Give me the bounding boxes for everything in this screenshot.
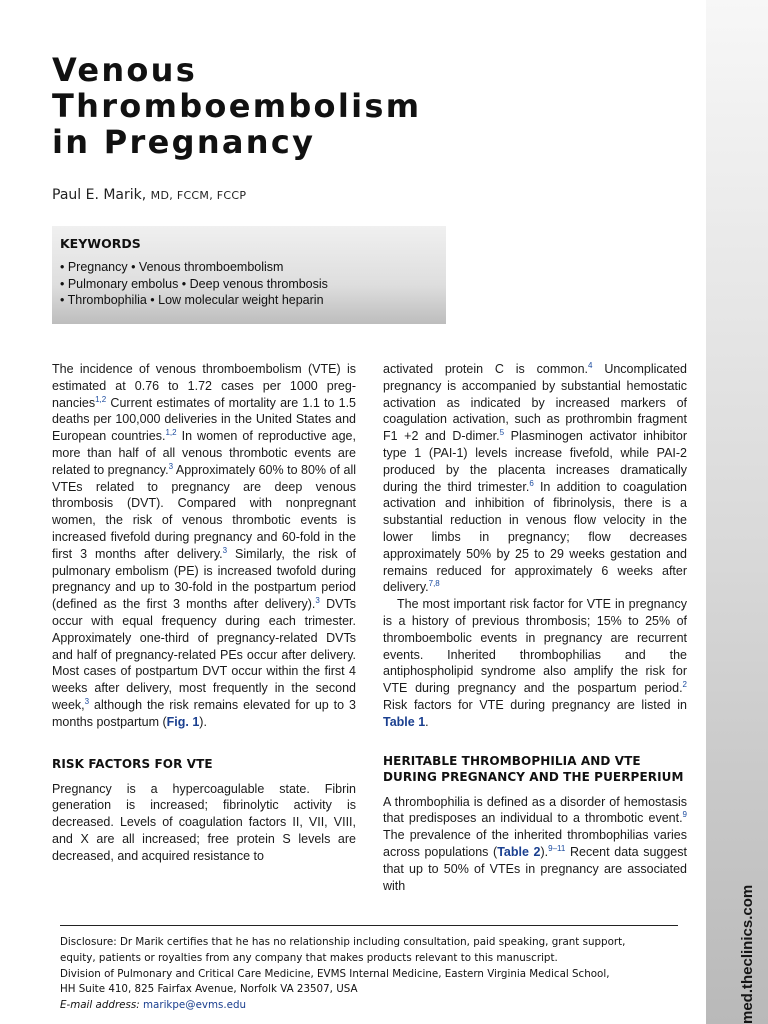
text-run: Current estimates of mortality are 1.1 to 1.5 deaths per 100,000 deliveries in the United States and European countries. <box>52 395 356 444</box>
journal-url: med.theclinics.com <box>739 884 756 1024</box>
text-run: ). <box>199 714 207 729</box>
figure-link[interactable]: Fig. 1 <box>166 714 200 729</box>
text-run: Similarly, the risk of pulmonary embolism (PE) is increased twofold during pregnancy and up to 30-fold in the postpartum period (defined as the first 3 months after delivery). <box>52 546 356 612</box>
text-run: Plasminogen activator inhibitor type 1 (PAI-1) levels increase fivefold, while PAI-2 produced by the placenta increases dramatically during the third trimester. <box>383 429 687 494</box>
article-title <box>52 52 421 160</box>
journal-sidebar <box>706 0 768 1024</box>
keywords-line-3: • Thrombophilia • Low molecular weight heparin <box>60 293 324 307</box>
text-run: A thrombophilia is defined as a disorder of hemostasis that predisposes an individual to a thrombotic event. <box>383 794 687 826</box>
author-name: Paul E. Marik, <box>52 187 147 203</box>
text-run: DVTs occur with equal frequency during each trimester. Approximately one-third of pregnancy-related DVTs and half of pregnancy-related PEs occur after delivery. Most cases of postpartum DVT occur within the first 4 weeks after delivery, most frequently in the second week, <box>52 597 356 712</box>
title-line-3: in Pregnancy <box>52 123 316 161</box>
citation[interactable]: 7,8 <box>428 579 440 589</box>
citation[interactable]: 5 <box>499 428 505 438</box>
text-run: Approximately 60% to 80% of all VTEs related to pregnancy are deep venous thrombosis (DVT). Compared with nonpregnant women, the risk of venous thrombotic events is increased fivefold during pregnancy and 60-fold in the first 3 months after delivery. <box>52 462 356 561</box>
citation[interactable]: 9 <box>682 810 687 820</box>
paragraph-risk-factors: Pregnancy is a hypercoagulable state. Fibrin generation is increased; fibrinolytic activity is decreased. Levels of coagulation factors II, VII, VIII, and X are all increased; free protein S levels are decreased, and acquired resistance to <box>52 781 356 863</box>
text-run: In women of reproductive age, more than half of all venous thrombotic events are related to pregnancy. <box>52 429 356 477</box>
text-run: ). <box>540 844 549 859</box>
keywords-line-1: • Pregnancy • Venous thromboembolism <box>60 260 284 274</box>
email-link[interactable]: marikpe@evms.edu <box>143 999 247 1012</box>
text-run: although the risk remains elevated for up to 3 months postpartum ( <box>52 697 356 729</box>
right-column <box>383 361 687 894</box>
text-run: In addition to coagulation activation and inhibition of fibrinolysis, there is a substantial reduction in venous flow velocity in the lower limbs in pregnancy; flow decreases approximately 50% by 25 to 29 weeks gestation and remains reduced for approximately 6 weeks after delivery. <box>383 479 687 595</box>
citation[interactable]: 3 <box>222 545 228 555</box>
footer-divider <box>60 925 678 926</box>
text-run: Uncomplicated pregnancy is accompanied by substantial hemostatic activation as indicated by increased markers of coagulation activation, such as prothrombin fragment F1 +2 and D-dimer. <box>383 362 687 444</box>
paragraph-thrombophilia <box>383 794 687 895</box>
paragraph-hemostatic <box>383 361 687 596</box>
affiliation-line-2: HH Suite 410, 825 Fairfax Avenue, Norfolk VA 23507, USA <box>60 983 358 996</box>
text-run: The prevalence of the inherited thrombophilias varies across populations ( <box>383 828 687 859</box>
text-run: The incidence of venous thromboembolism (VTE) is estimated at 0.76 to 1.72 cases per 1000 pregnancies <box>52 362 356 410</box>
citation[interactable]: 2 <box>682 680 687 690</box>
affiliation-line-1: Division of Pulmonary and Critical Care Medicine, EVMS Internal Medicine, Eastern Virginia Medical School, <box>60 967 610 980</box>
email-label: E-mail address: <box>60 999 140 1012</box>
keywords-heading: KEYWORDS <box>60 236 141 251</box>
citation[interactable]: 6 <box>529 478 534 488</box>
disclosure-line-2: equity, patients or royalties from any company that makes products relevant to this manuscript. <box>60 951 558 964</box>
text-run: . <box>425 714 429 729</box>
citation[interactable]: 1,2 <box>95 394 107 404</box>
text-run: Risk factors for VTE during pregnancy are listed in <box>383 697 687 712</box>
author-credentials: MD, FCCM, FCCP <box>150 189 247 202</box>
title-line-1: Venous <box>52 51 198 89</box>
citation[interactable]: 3 <box>168 461 174 471</box>
citation[interactable]: 3 <box>315 596 320 606</box>
paragraph-risk-history <box>383 596 687 730</box>
text-run: The most important risk factor for VTE in pregnancy is a history of previous thrombosis; 15% to 25% of thromboembolic events in pregnancy are recurrent events. Inherited thrombophilias and the antiphospholipid syndrome also amplify the risk for VTE during pregnancy and the pospartum period. <box>383 597 687 696</box>
footer-notes <box>60 935 700 1014</box>
citation[interactable]: 1,2 <box>165 428 177 438</box>
author-line <box>52 187 246 203</box>
table-link[interactable]: Table 1 <box>383 714 426 729</box>
text-run: Recent data suggest that up to 50% of VTEs in pregnancy are associated with <box>383 844 687 893</box>
keywords-line-2: • Pulmonary embolus • Deep venous thrombosis <box>60 276 328 291</box>
text-run: activated protein C is common. <box>383 362 589 376</box>
citation[interactable]: 9–11 <box>548 843 566 853</box>
table-link[interactable]: Table 2 <box>497 844 541 859</box>
email-line <box>60 998 700 1014</box>
section-heading-risk-factors: RISK FACTORS FOR VTE <box>52 756 213 771</box>
citation[interactable]: 3 <box>84 696 90 706</box>
citation[interactable]: 4 <box>588 361 593 370</box>
title-line-2: Thromboembolism <box>52 87 422 125</box>
left-column <box>52 361 356 865</box>
section-heading-heritable-thrombophilia: HERITABLE THROMBOPHILIA AND VTE DURING PREGNANCY AND THE PUERPERIUM <box>383 753 684 784</box>
disclosure-line-1: Disclosure: Dr Marik certifies that he has no relationship including consultation, paid speaking, grant support, <box>60 936 626 948</box>
keywords-box <box>52 226 446 324</box>
paragraph-incidence <box>52 361 356 731</box>
